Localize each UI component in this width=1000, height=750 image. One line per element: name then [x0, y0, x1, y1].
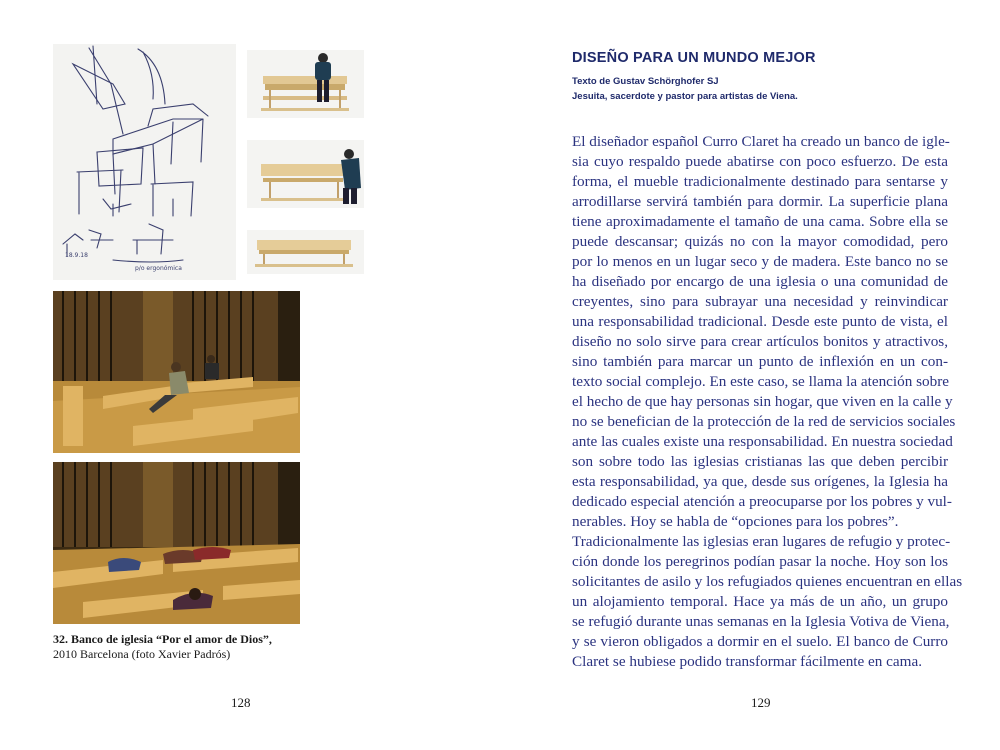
- body-line: se refugió durante unas semanas en la Iglesia Votiva de Viena,: [572, 613, 950, 630]
- article-body: [572, 132, 963, 672]
- body-line: el hecho de que hay personas sin hogar, que viven en la calle y: [572, 393, 953, 410]
- body-line: diseño no solo sirve para crear artículos bonitos y atractivos,: [572, 333, 948, 350]
- body-line: ción donde los peregrinos podían pasar la noche. Hoy son los: [572, 553, 948, 570]
- body-line: y se vieron obligados a dormir en el suelo. El banco de Curro: [572, 633, 948, 650]
- figure-caption: [53, 632, 313, 662]
- caption-bold: 32. Banco de iglesia “Por el amor de Dios”,: [53, 632, 272, 646]
- article-author-role: Jesuita, sacerdote y pastor para artistas de Viena.: [572, 91, 798, 102]
- body-line: arrodillarse servirá también para dormir. La superficie plana: [572, 193, 948, 210]
- bench-photo-folding: [247, 140, 364, 208]
- bench-photo-flat: [247, 230, 364, 274]
- body-line: sino también para marcar un punto de inflexión en un con-: [572, 353, 948, 370]
- bench-sketch-image: [53, 44, 236, 280]
- body-line: puede descansar; quizás no con la mayor comodidad, pero: [572, 233, 948, 250]
- body-line: una responsabilidad tradicional. Desde este punto de vista, el: [572, 313, 948, 330]
- sketch-note: p/o ergonómica: [135, 265, 182, 272]
- body-line: forma, el mueble tradicionalmente destinado para sentarse y: [572, 173, 948, 190]
- body-line: por lo menos en un lugar seco y de madera. Este banco no se: [572, 253, 948, 270]
- church-photo-sleeping: [53, 462, 300, 624]
- page-number-right: 129: [751, 695, 771, 710]
- caption-credit: 2010 Barcelona (foto Xavier Padrós): [53, 647, 231, 661]
- body-line: nerables. Hoy se habla de “opciones para los pobres”.: [572, 513, 899, 530]
- article-author: Texto de Gustav Schörghofer SJ: [572, 76, 719, 87]
- body-line: ha diseñado por encargo de una iglesia o una comunidad de: [572, 273, 948, 290]
- body-line: esta responsabilidad, ya que, desde sus orígenes, la Iglesia ha: [572, 473, 948, 490]
- bench-photo-upright: [247, 50, 364, 118]
- article-title: DISEÑO PARA UN MUNDO MEJOR: [572, 50, 816, 66]
- body-line: texto social complejo. En este caso, se llama la atención sobre: [572, 373, 950, 390]
- body-line: ante las cuales existe una responsabilidad. En nuestra sociedad: [572, 433, 953, 450]
- church-photo-sitting: [53, 291, 300, 453]
- sketch-drawing: [53, 44, 236, 280]
- sketch-date: 18.9.18: [65, 252, 88, 259]
- body-line: Claret se hubiese podido transformar fácilmente en cama.: [572, 653, 923, 670]
- body-line: tiene aproximadamente el tamaño de una cama. Sobre ella se: [572, 213, 948, 230]
- body-line: Tradicionalmente las iglesias eran lugares de refugio y protec-: [572, 533, 951, 550]
- body-line: sia cuyo respaldo puede abatirse con poco esfuerzo. De esta: [572, 153, 948, 170]
- body-line: no se benefician de la protección de la red de servicios sociales: [572, 413, 956, 430]
- body-line: El diseñador español Curro Claret ha creado un banco de igle-: [572, 133, 950, 150]
- body-line: solicitantes de asilo y los refugiados quienes encuentran en ellas: [572, 573, 963, 590]
- page-number-left: 128: [231, 695, 251, 710]
- body-line: son sobre todo las iglesias cristianas las que deben percibir: [572, 453, 948, 470]
- body-line: un alojamiento temporal. Hace ya más de un año, un grupo: [572, 593, 948, 610]
- body-line: dedicado especial atención a preocuparse por los pobres y vul-: [572, 493, 952, 510]
- body-line: creyentes, sino para subrayar una necesidad y reinvindicar: [572, 293, 948, 310]
